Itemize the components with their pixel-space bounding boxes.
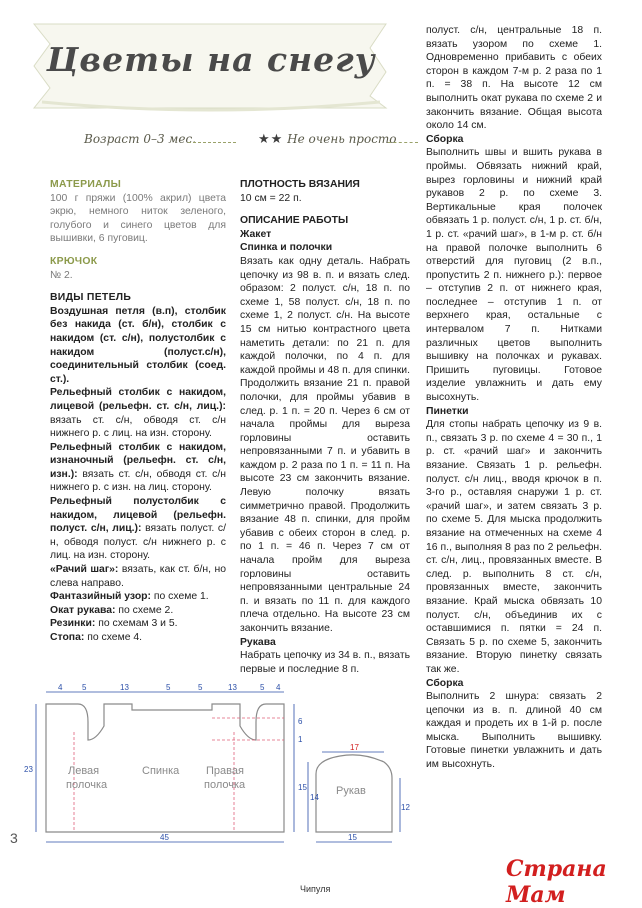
left-front-label-2: полочка [66,779,108,791]
relief-half-heading: Рельефный полустолбик с накидом, лицевой (рельефн. полуст. с/н, лиц.): [50,496,226,535]
star-icon: ★★ [258,132,284,147]
top-dim: 5 [82,683,87,692]
bottom-dim: 45 [160,833,169,842]
site-watermark: Страна Мам [506,856,607,908]
sleeve-top-dim: 17 [350,743,359,752]
column-2 [240,178,410,676]
top-dim: 5 [260,683,265,692]
top-dim: 4 [276,683,281,692]
crab-text: вязать, как ст. б/н, но слева направо. [50,564,227,589]
hook-heading: КРЮЧОК [50,255,98,267]
foot-text: по схеме 4. [87,632,143,643]
page-number: 3 [10,830,18,846]
sleeve-right-dim: 12 [401,803,410,812]
work-heading: ОПИСАНИЕ РАБОТЫ [240,215,349,227]
top-dim: 5 [198,683,203,692]
back-heading: Спинка и полочки [240,242,333,254]
divider [388,142,418,143]
top-dim: 4 [58,683,63,692]
ribs-heading: Резинки: [50,618,96,630]
column-3 [426,24,602,772]
jacket-heading: Жакет [240,228,272,240]
fancy-text: по схеме 1. [153,591,209,603]
booties-text: Для стопы набрать цепочку из 9 в. п., связать 3 р. по схеме 4 = 30 п., 1 р. ст. «рачий шаг» и закончить вязание. Связать 1 р. рельефн. полуст. с/н лиц., вводя крючок в п. 3-го р., оставляя снаружи 1 р. ст. «рачий шаг», и затем связать 3 р. по схеме 5. Для мыска продолжить вязание на отмеченных на схеме 4 16 п., выполняя 8 раз по 2 рельефн. ст. с/н, лиц., провязанных вместе. В след. р. выполнить 8 ст. с/н, провязанных вместе, закончить вязание. Край мыска обвязать 10 полуст. с/н, объединив их с оставшимися п. пятки = 24 п. Связать 5 р. по схеме 5, закончить вязание. Вторую пинетку связать так же. [426,419,602,675]
sleeve-left-dim: 14 [310,793,319,802]
foot-heading: Стопа: [50,632,85,643]
page-title: Цветы на снегу [46,40,376,79]
right-dim: 1 [298,735,303,744]
right-dim: 6 [298,717,303,726]
right-front-label-2: полочка [204,779,246,791]
divider [188,142,236,143]
right-front-label-1: Правая [206,765,244,777]
density-heading: ПЛОТНОСТЬ ВЯЗАНИЯ [240,179,360,190]
top-dim: 5 [166,683,171,692]
left-front-label-1: Левая [68,765,100,777]
relief-face-heading: Рельефный столбик с накидом, лицевой (рельефн. ст. с/н, лиц.): [50,387,226,412]
right-dim: 15 [298,783,307,792]
top-dim: 13 [228,683,237,692]
garment-schematic [22,682,410,852]
assembly-2-heading: Сборка [426,677,464,689]
assembly-heading: Сборка [426,133,464,145]
title-banner [30,18,392,114]
fancy-heading: Фантазийный узор: [50,591,151,603]
materials-text: 100 г пряжи (100% акрил) цвета экрю, немного ниток зеленого, голубого и синего цветов для вышивки, 6 пуговиц. [50,192,226,245]
stitches-heading: ВИДЫ ПЕТЕЛЬ [50,292,132,304]
density-text: 10 см = 22 п. [240,192,302,204]
difficulty-text: Не очень просто [287,132,397,146]
sleeve-label: Рукав [336,785,366,797]
left-dim: 23 [24,765,33,774]
sleeve-text: Набрать цепочку из 34 в. п., вязать первые и последние 8 п. [240,650,410,675]
relief-back-text: вязать ст. с/н, обводя ст. с/н нижнего р. с изн. на лиц. сторону. [50,468,226,494]
back-text: Вязать как одну деталь. Набрать цепочку из 98 в. п. и вязать след. образом: 2 полуст. с/н, 18 п. по схеме 1, 58 полуст. с/н, 18 п. по схеме 1, 2 полуст. с/н. На высоте 15 см нитью контрастного цвета наметить детали: по 21 п. для каждой полочки, по 4 п. для каждой проймы и 48 п. для спинки. Продолжить вязание 21 п. правой полочки, для проймы убавив в след. р. 1 п. = 20 п. Через 6 см от начала проймы для выреза горловины оставить непровязанными 7 п. и убавить в каждом р. 2 раза по 1 п. = 11 п. На высоте 23 см закончить вязание. Левую полочку вязать симметрично правой. Продолжить вязание 48 п. спинки, для пройм убавив с обеих сторон в след. р. по 1 п. = 46 п. Через 7 см от начала пройм для выреза горловины оставить непровязанными центральные 24 п. и вязать по 11 п. для каждого плеча отдельно. На высоте 23 см закончить вязание. [240,255,410,634]
footer-credit: Чипуля [300,884,331,894]
top-dim: 13 [120,683,129,692]
materials-heading: МАТЕРИАЛЫ [50,179,122,190]
assembly-2-text: Выполнить 2 шнура: связать 2 цепочки из в. п. длиной 40 см каждая и продеть их в 1-й р. после мыска. Выполнить вышивку. Готовые пинетки увлажнить и дать им высохнуть. [426,691,602,771]
top-dims [58,683,281,692]
back-label: Спинка [142,765,180,777]
column-1 [50,178,226,645]
ribs-text: по схемам 3 и 5. [98,618,178,630]
difficulty-label [258,132,397,147]
hook-text: № 2. [50,269,73,281]
booties-heading: Пинетки [426,405,469,417]
relief-half-text: вязать полуст. с/н, обводя полуст. с/н нижнего р. с лиц. на изн. сторону. [50,523,226,562]
stitches-text: Воздушная петля (в.п), столбик без накида (ст. б/н), столбик с накидом (ст. с/н), полустолбик с накидом (полуст.с/н), соединительный столбик (соед. ст.). [50,305,226,385]
crab-heading: «Рачий шаг»: [50,564,119,576]
relief-back-heading: Рельефный столбик с накидом, изнаночный (рельефн. ст. с/н, изн.): [50,441,226,480]
sleeve-bottom-dim: 15 [348,833,357,842]
sleeve-heading: Рукава [240,636,276,648]
age-label: Возраст 0–3 мес. [84,132,197,146]
sleeve-continued-text: полуст. с/н, центральные 18 п. вязать узором по схеме 1. Одновременно прибавить с обеих сторон в каждом 7-м р. 2 раза по 1 п. = 38 п. На высоте 12 см выполнить окат рукава по схеме 2 и закончить вязание. Общая высота около 14 см. [426,25,602,132]
relief-face-text: вязать ст. с/н, обводя ст. с/н нижнего р. с лиц. на изн. сторону. [50,414,226,440]
sleeve-cap-text: по схеме 2. [118,604,174,616]
assembly-text: Выполнить швы и вшить рукава в проймы. Обвязать нижний край, вырез горловины и нижний край рукавов 2 р. по схеме 3. Вертикальные края полочек обвязать 1 р. полуст. с/н, 1 р. ст. б/н, 1 р. ст. «рачий шаг», в 1-м р. ст. б/н на правой полочке выполнить 6 отверстий для пуговиц (2 в.п., пропустить 2 п. нижнего р.): первое – отступив 2 п. от нижнего края, последнее – отступив 1 п. от верхнего края, остальные с интервалом 7 п. Нитками различных цветов выполнить вышивку на полочках и рукавах. Пришить пуговицы. Готовое изделие увлажнить и дать ему высохнуть. [426,147,602,404]
sleeve-cap-heading: Окат рукава: [50,604,116,616]
